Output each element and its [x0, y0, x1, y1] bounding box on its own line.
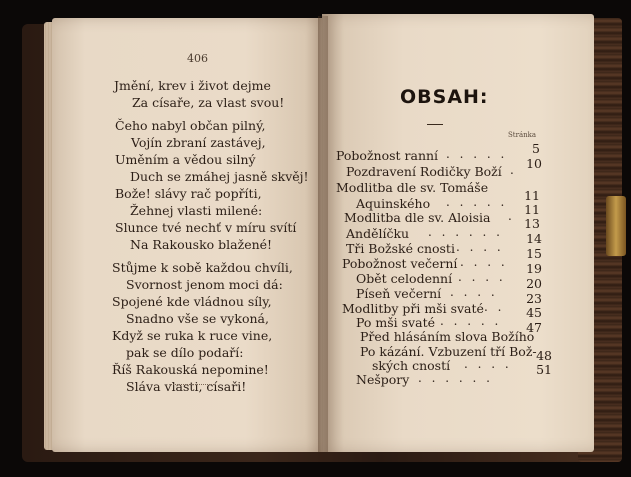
toc-entry-title: Tři Božské cnosti — [346, 241, 455, 256]
poem-line: Spojené kde vládnou síly, — [112, 294, 272, 309]
page-number: 406 — [187, 52, 208, 65]
toc-entry-title: Aquinského — [356, 196, 431, 211]
toc-entry-dots: . . . . . — [446, 147, 508, 161]
toc-entry-dots: . . . . . . — [418, 371, 493, 385]
toc-entry-dots: . . . . . — [440, 314, 502, 328]
toc-entry-dots: . . . . . — [446, 195, 508, 209]
toc-entry-dots: . . . . — [458, 270, 506, 284]
toc-entry-dots: . . . . — [460, 255, 508, 269]
toc-entry-dots: . — [508, 209, 515, 223]
poem-line: Svornost jenom moci dá: — [126, 277, 283, 292]
toc-entry-title: Po mši svaté — [356, 315, 435, 330]
toc-entry-title: Modlitby při mši svaté — [342, 301, 484, 316]
toc-entry-title: Modlitba dle sv. Aloisia — [344, 210, 491, 225]
toc-entry-title: Po kázání. Vzbuzení tří Bož- — [360, 344, 537, 359]
toc-entry-page: 48 — [536, 348, 552, 363]
toc-entry-title: Andělíčku — [346, 226, 410, 241]
toc-entry-title: Pobožnost ranní — [336, 148, 439, 163]
book-gutter — [318, 16, 328, 452]
toc-entry-title: Modlitba dle sv. Tomáše — [336, 180, 489, 195]
toc-entry-page: 5 — [532, 141, 540, 156]
toc-entry-page: 45 — [526, 305, 542, 320]
page-column-header: Stránka — [508, 131, 537, 139]
poem-line: Za císaře, za vlast svou! — [132, 95, 285, 110]
toc-entry-dots: . . — [484, 300, 505, 314]
toc-entry-page: 11 — [524, 202, 540, 217]
toc-title: OBSAH: — [400, 86, 489, 108]
toc-entry-dots: . . . . — [464, 357, 512, 371]
poem-line: Jmění, krev i život dejme — [114, 78, 271, 93]
poem-line: Uměním a vědou silný — [115, 152, 256, 167]
poem-line: Duch se zmáhej jasně skvěj! — [130, 169, 309, 184]
toc-entry-page: 47 — [526, 320, 542, 335]
toc-entry-title: Před hlásáním slova Božího — [360, 329, 535, 344]
toc-entry-title: Pobožnost večerní — [342, 256, 458, 271]
toc-entry-page: 14 — [526, 231, 542, 246]
poem-line: Stůjme k sobě každou chvíli, — [112, 260, 293, 275]
toc-entry-dots: . . . . — [450, 285, 498, 299]
toc-entry-title: Píseň večerní — [356, 286, 442, 301]
poem-line: Na Rakousko blažené! — [130, 237, 273, 252]
toc-entry-page: 10 — [526, 156, 542, 171]
poem-line: Když se ruka k ruce vine, — [112, 328, 273, 343]
ornament-rule — [170, 382, 214, 385]
toc-entry-title: Pozdravení Rodičky Boží — [346, 164, 502, 179]
poem-line: Slunce tvé nechť v míru svítí — [115, 220, 297, 235]
toc-entry-dots: . . . . — [456, 240, 504, 254]
poem-line: pak se dílo podaří: — [126, 345, 244, 360]
toc-entry-page: 51 — [536, 362, 552, 377]
poem-line: Říš Rakouská nepomine! — [112, 362, 269, 377]
poem-line: Snadno vše se vykoná, — [126, 311, 269, 326]
toc-entry-dots: . . . . . . — [428, 225, 503, 239]
toc-entry-title: ských cností — [372, 358, 451, 373]
toc-entry-dots: . — [510, 163, 517, 177]
brass-clasp — [606, 196, 626, 256]
toc-entry-page: 13 — [524, 216, 540, 231]
poem-line: Vojín zbraní zastávej, — [131, 135, 266, 150]
title-rule — [427, 124, 443, 125]
toc-entry-page: 20 — [526, 276, 542, 291]
poem-line: Sláva vlasti, císaři! — [126, 379, 247, 394]
toc-entry-title: Nešpory — [356, 372, 410, 387]
toc-entry-title: Obět celodenní — [356, 271, 453, 286]
poem-line: Čeho nabyl občan pilný, — [115, 118, 266, 133]
toc-entry-page: 19 — [526, 261, 542, 276]
toc-entry-page: 11 — [524, 188, 540, 203]
toc-entry-page: 23 — [526, 291, 542, 306]
poem-line: Žehnej vlasti milené: — [130, 203, 263, 218]
toc-entry-page: 15 — [526, 246, 542, 261]
poem-line: Bože! slávy rač popříti, — [115, 186, 262, 201]
